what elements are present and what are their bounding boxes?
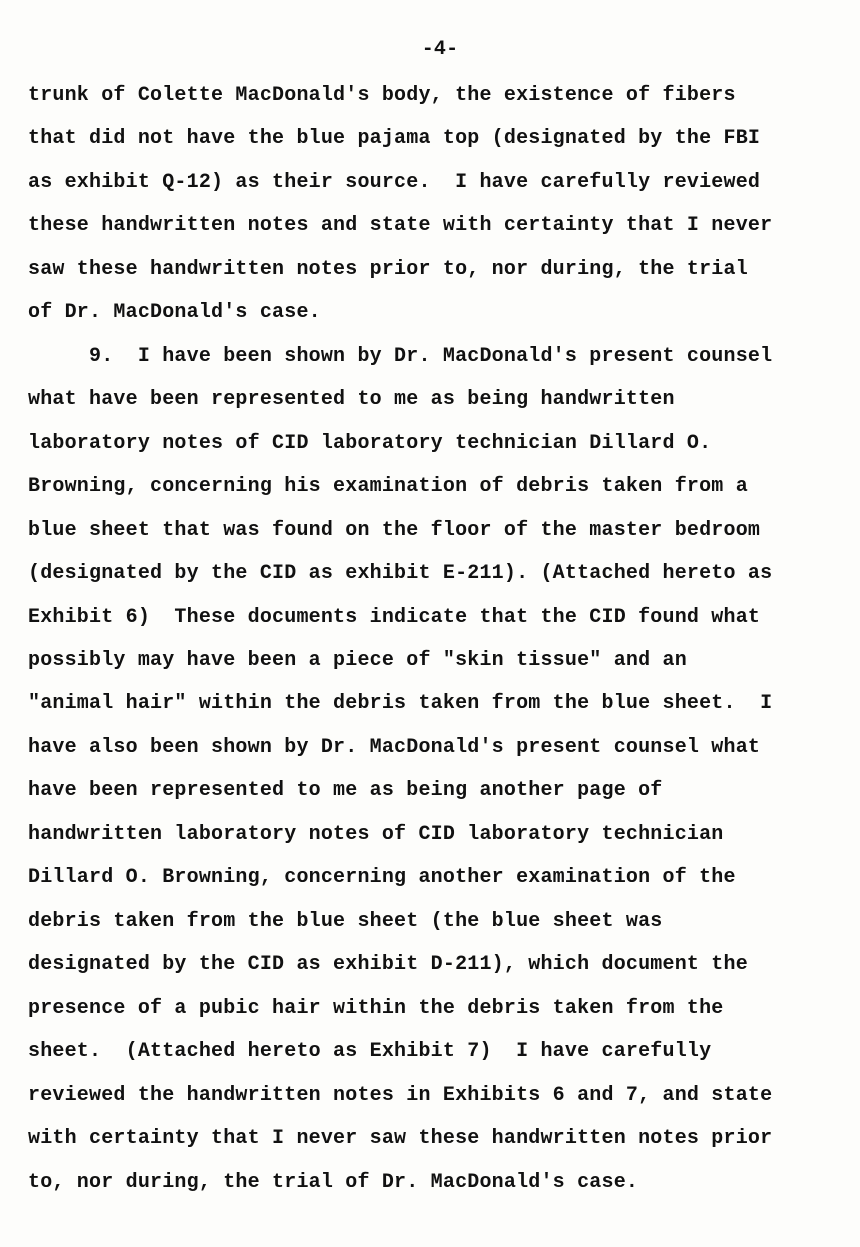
text-line-1: trunk of Colette MacDonald's body, the existence of fibers <box>28 84 736 107</box>
text-line-9: laboratory notes of CID laboratory technician Dillard O. <box>28 432 712 455</box>
text-line-17: have been represented to me as being another page of <box>28 779 663 802</box>
text-line-26: to, nor during, the trial of Dr. MacDonald's case. <box>28 1171 639 1194</box>
text-line-24: reviewed the handwritten notes in Exhibits 6 and 7, and state <box>28 1084 773 1107</box>
text-line-20: debris taken from the blue sheet (the blue sheet was <box>28 910 663 933</box>
text-line-2: that did not have the blue pajama top (designated by the FBI <box>28 127 761 150</box>
text-line-15: "animal hair" within the debris taken from the blue sheet. I <box>28 692 773 715</box>
text-line-16: have also been shown by Dr. MacDonald's present counsel what <box>28 736 761 759</box>
text-line-10: Browning, concerning his examination of debris taken from a <box>28 475 748 498</box>
text-line-8: what have been represented to me as being handwritten <box>28 388 675 411</box>
text-line-11: blue sheet that was found on the floor of the master bedroom <box>28 519 761 542</box>
text-line-6: of Dr. MacDonald's case. <box>28 301 321 324</box>
text-line-14: possibly may have been a piece of "skin tissue" and an <box>28 649 687 672</box>
text-line-4: these handwritten notes and state with certainty that I never <box>28 214 773 237</box>
text-line-12: (designated by the CID as exhibit E-211). (Attached hereto as <box>28 562 773 585</box>
text-line-21: designated by the CID as exhibit D-211), which document the <box>28 953 748 976</box>
text-line-5: saw these handwritten notes prior to, nor during, the trial <box>28 258 748 281</box>
text-line-13: Exhibit 6) These documents indicate that the CID found what <box>28 606 761 629</box>
page-number: -4- <box>421 38 459 61</box>
text-line-18: handwritten laboratory notes of CID laboratory technician <box>28 823 724 846</box>
text-line-22: presence of a pubic hair within the debris taken from the <box>28 997 724 1020</box>
text-line-25: with certainty that I never saw these handwritten notes prior <box>28 1127 773 1150</box>
text-line-3: as exhibit Q-12) as their source. I have carefully reviewed <box>28 171 761 194</box>
text-line-19: Dillard O. Browning, concerning another examination of the <box>28 866 736 889</box>
text-line-7: 9. I have been shown by Dr. MacDonald's present counsel <box>28 345 773 368</box>
text-line-23: sheet. (Attached hereto as Exhibit 7) I have carefully <box>28 1040 712 1063</box>
